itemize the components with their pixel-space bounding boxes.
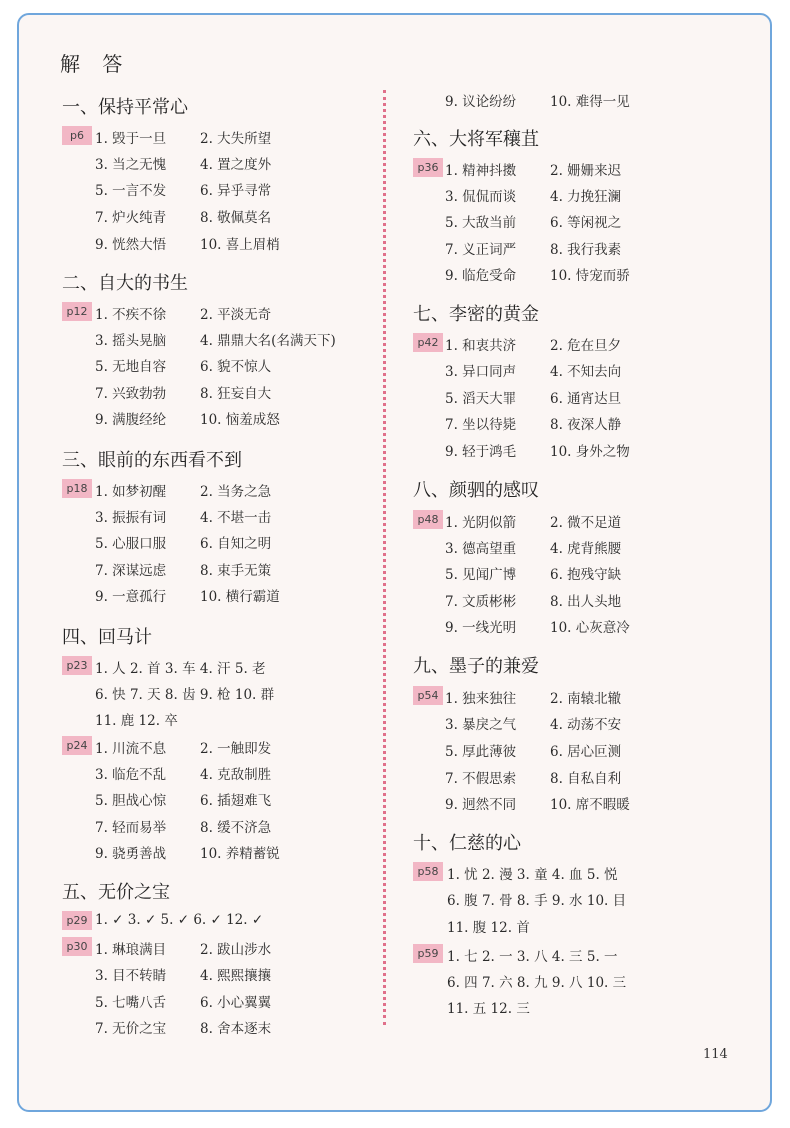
answer: 2. 一触即发 <box>200 741 272 757</box>
answer-line: 1. 七 2. 一 3. 八 4. 三 5. 一 <box>447 949 618 965</box>
answer: 6. 异乎寻常 <box>200 183 272 199</box>
section-heading-2: 二、自大的书生 <box>62 273 188 294</box>
answer: 5. 见闻广博 <box>445 567 517 583</box>
answer: 4. 不知去向 <box>550 364 622 380</box>
answer: 8. 敬佩莫名 <box>200 210 272 226</box>
answer: 9. 临危受命 <box>445 268 517 284</box>
answer: 9. 恍然大悟 <box>95 237 167 253</box>
answer: 7. 轻而易举 <box>95 820 167 836</box>
answer: 3. 德高望重 <box>445 541 517 557</box>
answer: 10. 难得一见 <box>550 94 630 110</box>
answer: 3. 目不转睛 <box>95 968 167 984</box>
answer: 8. 出人头地 <box>550 594 622 610</box>
answer-line: 6. 快 7. 天 8. 齿 9. 枪 10. 群 <box>95 687 275 703</box>
page-ref-badge: p59 <box>413 944 443 963</box>
answer: 1. 光阴似箭 <box>445 515 517 531</box>
answer: 4. 鼎鼎大名(名满天下) <box>200 333 336 349</box>
answer: 9. 议论纷纷 <box>445 94 517 110</box>
answer: 5. 滔天大罪 <box>445 391 517 407</box>
answer: 6. 等闲视之 <box>550 215 622 231</box>
answer-line: 1. 人 2. 首 3. 车 4. 汗 5. 老 <box>95 661 266 677</box>
answer: 6. 居心叵测 <box>550 744 622 760</box>
answer: 5. 胆战心惊 <box>95 793 167 809</box>
answer: 1. 和衷共济 <box>445 338 517 354</box>
section-heading-6: 六、大将军穰苴 <box>413 129 539 150</box>
answer: 2. 姗姗来迟 <box>550 163 622 179</box>
section-heading-10: 十、仁慈的心 <box>413 833 521 854</box>
answer-line: 6. 腹 7. 骨 8. 手 9. 水 10. 目 <box>447 893 627 909</box>
answer: 2. 微不足道 <box>550 515 622 531</box>
page-ref-badge: p29 <box>62 911 92 930</box>
answer: 7. 兴致勃勃 <box>95 386 167 402</box>
answer: 8. 缓不济急 <box>200 820 272 836</box>
answer: 1. 不疾不徐 <box>95 307 167 323</box>
page-ref-badge: p36 <box>413 158 443 177</box>
answer: 9. 满腹经纶 <box>95 412 167 428</box>
column-divider <box>383 90 386 1025</box>
answer: 4. 虎背熊腰 <box>550 541 622 557</box>
answer: 5. 大敌当前 <box>445 215 517 231</box>
answer: 10. 席不暇暖 <box>550 797 630 813</box>
answer: 3. 暴戾之气 <box>445 717 517 733</box>
answer-line: 1. ✓ 3. ✓ 5. ✓ 6. ✓ 12. ✓ <box>95 912 264 928</box>
answer: 1. 毁于一旦 <box>95 131 167 147</box>
answer: 2. 大失所望 <box>200 131 272 147</box>
page-ref-badge: p12 <box>62 302 92 321</box>
page-number: 114 <box>703 1047 728 1062</box>
section-heading-9: 九、墨子的兼爱 <box>413 656 539 677</box>
answer: 2. 当务之急 <box>200 484 272 500</box>
answer: 2. 跋山涉水 <box>200 942 272 958</box>
answer: 8. 夜深人静 <box>550 417 622 433</box>
answer: 8. 束手无策 <box>200 563 272 579</box>
answer: 10. 身外之物 <box>550 444 630 460</box>
answer-line: 11. 腹 12. 首 <box>447 920 530 936</box>
answer: 10. 横行霸道 <box>200 589 280 605</box>
answer: 5. 无地自容 <box>95 359 167 375</box>
page-ref-badge: p58 <box>413 862 443 881</box>
answer: 3. 异口同声 <box>445 364 517 380</box>
answer: 5. 七嘴八舌 <box>95 995 167 1011</box>
answer: 5. 一言不发 <box>95 183 167 199</box>
answer: 6. 小心翼翼 <box>200 995 272 1011</box>
answer: 4. 置之度外 <box>200 157 272 173</box>
page-ref-badge: p23 <box>62 656 92 675</box>
answer: 8. 狂妄自大 <box>200 386 272 402</box>
answer: 1. 精神抖擞 <box>445 163 517 179</box>
answer: 9. 一意孤行 <box>95 589 167 605</box>
answer: 6. 貌不惊人 <box>200 359 272 375</box>
answer-line: 11. 五 12. 三 <box>447 1001 530 1017</box>
answer: 2. 危在旦夕 <box>550 338 622 354</box>
answer: 4. 力挽狂澜 <box>550 189 622 205</box>
answer: 5. 厚此薄彼 <box>445 744 517 760</box>
answer: 9. 骁勇善战 <box>95 846 167 862</box>
answer: 8. 自私自利 <box>550 771 622 787</box>
page-ref-badge: p18 <box>62 479 92 498</box>
answer: 6. 通宵达旦 <box>550 391 622 407</box>
answer: 9. 一线光明 <box>445 620 517 636</box>
answer: 6. 插翅难飞 <box>200 793 272 809</box>
answer: 3. 当之无愧 <box>95 157 167 173</box>
answer: 1. 如梦初醒 <box>95 484 167 500</box>
answer: 7. 炉火纯青 <box>95 210 167 226</box>
answer-line: 1. 忧 2. 漫 3. 童 4. 血 5. 悦 <box>447 867 618 883</box>
answer: 8. 我行我素 <box>550 242 622 258</box>
section-heading-7: 七、李密的黄金 <box>413 304 539 325</box>
answer: 3. 摇头晃脑 <box>95 333 167 349</box>
page-ref-badge: p42 <box>413 333 443 352</box>
page-ref-badge: p6 <box>62 126 92 145</box>
answer: 2. 南辕北辙 <box>550 691 622 707</box>
answer: 4. 不堪一击 <box>200 510 272 526</box>
answer: 3. 振振有词 <box>95 510 167 526</box>
answer: 2. 平淡无奇 <box>200 307 272 323</box>
page-ref-badge: p24 <box>62 736 92 755</box>
section-heading-4: 四、回马计 <box>62 627 152 648</box>
answer: 7. 深谋远虑 <box>95 563 167 579</box>
answer: 4. 熙熙攘攘 <box>200 968 272 984</box>
answer: 10. 心灰意冷 <box>550 620 630 636</box>
answer: 3. 侃侃而谈 <box>445 189 517 205</box>
section-heading-8: 八、颜驷的感叹 <box>413 480 539 501</box>
answer: 9. 轻于鸿毛 <box>445 444 517 460</box>
answer: 7. 坐以待毙 <box>445 417 517 433</box>
page-ref-badge: p30 <box>62 937 92 956</box>
page-title: 解 答 <box>60 52 131 76</box>
answer: 7. 不假思索 <box>445 771 517 787</box>
answer: 4. 克敌制胜 <box>200 767 272 783</box>
answer: 10. 喜上眉梢 <box>200 237 280 253</box>
answer-line: 11. 鹿 12. 卒 <box>95 713 178 729</box>
section-heading-3: 三、眼前的东西看不到 <box>62 450 242 471</box>
answer: 1. 川流不息 <box>95 741 167 757</box>
page-ref-badge: p48 <box>413 510 443 529</box>
section-heading-1: 一、保持平常心 <box>62 97 188 118</box>
answer: 6. 自知之明 <box>200 536 272 552</box>
answer: 7. 无价之宝 <box>95 1021 167 1037</box>
answer: 9. 迥然不同 <box>445 797 517 813</box>
answer: 10. 养精蓄锐 <box>200 846 280 862</box>
answer: 5. 心服口服 <box>95 536 167 552</box>
page-ref-badge: p54 <box>413 686 443 705</box>
answer: 1. 琳琅满目 <box>95 942 167 958</box>
answer: 6. 抱残守缺 <box>550 567 622 583</box>
answer: 8. 舍本逐末 <box>200 1021 272 1037</box>
section-heading-5: 五、无价之宝 <box>62 882 170 903</box>
answer: 3. 临危不乱 <box>95 767 167 783</box>
answer: 7. 文质彬彬 <box>445 594 517 610</box>
answer: 1. 独来独往 <box>445 691 517 707</box>
answer: 10. 恃宠而骄 <box>550 268 630 284</box>
answer: 7. 义正词严 <box>445 242 517 258</box>
answer: 4. 动荡不安 <box>550 717 622 733</box>
answer: 10. 恼羞成怒 <box>200 412 280 428</box>
answer-line: 6. 四 7. 六 8. 九 9. 八 10. 三 <box>447 975 627 991</box>
